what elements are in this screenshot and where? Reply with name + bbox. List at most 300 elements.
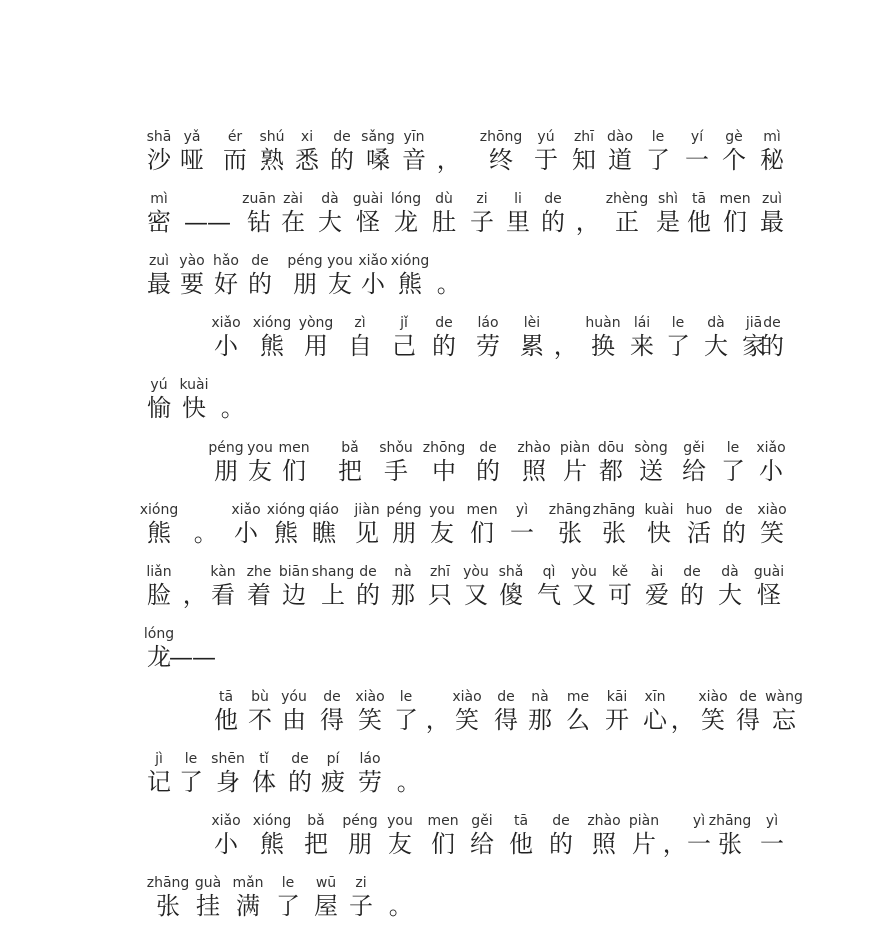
hanzi-character: 的 (432, 332, 456, 360)
hanzi-character: 熊 (398, 270, 422, 298)
hanzi-character: 开 (605, 706, 629, 734)
pinyin-syllable: zhāng (592, 502, 636, 518)
pinyin-syllable: kuài (179, 377, 209, 393)
text-line (148, 128, 788, 188)
hanzi-character: 快 (182, 394, 206, 422)
hanzi-character: 哑 (180, 146, 204, 174)
pinyin-syllable: tā (691, 191, 707, 207)
pinyin-syllable: liǎn (146, 564, 172, 580)
pinyin-syllable: zi (476, 191, 488, 207)
hanzi-character: 张 (718, 830, 742, 858)
pinyin-syllable: shǒu (379, 440, 413, 456)
hanzi-character: 都 (599, 457, 623, 485)
hanzi-character: 终 (489, 146, 513, 174)
hanzi-character: 们 (431, 830, 455, 858)
pinyin-syllable: you (327, 253, 353, 269)
pinyin-syllable: yí (690, 129, 704, 145)
pinyin-syllable: you (247, 440, 273, 456)
hanzi-character: 们 (282, 457, 306, 485)
hanzi-character: 心 (643, 706, 667, 734)
pinyin-syllable: le (399, 689, 413, 705)
pinyin-syllable: guà (194, 875, 222, 891)
hanzi-character: 了 (179, 768, 203, 796)
pinyin-syllable: shang (311, 564, 355, 580)
hanzi-character: 熊 (274, 519, 298, 547)
hanzi-character: 熊 (260, 830, 284, 858)
pinyin-syllable: kě (611, 564, 629, 580)
hanzi-character: 的 (356, 581, 380, 609)
pinyin-syllable: gěi (683, 440, 705, 456)
pinyin-syllable: yì (515, 502, 529, 518)
hanzi-character: 怪 (356, 208, 380, 236)
pinyin-syllable: zuì (761, 191, 783, 207)
hanzi-character: 朋 (348, 830, 372, 858)
pinyin-syllable: le (671, 315, 685, 331)
hanzi-character: 么 (566, 706, 590, 734)
hanzi-character: 小 (214, 830, 238, 858)
hanzi-character: 笑 (358, 706, 382, 734)
hanzi-character: 得 (494, 706, 518, 734)
pinyin-syllable: xiǎo (211, 315, 241, 331)
pinyin-syllable: de (544, 191, 562, 207)
pinyin-syllable: shǎ (498, 564, 524, 580)
pinyin-syllable: gěi (471, 813, 493, 829)
hanzi-character: 来 (630, 332, 654, 360)
hanzi-row (148, 190, 788, 250)
pinyin-syllable: ài (650, 564, 664, 580)
hanzi-character: 的 (680, 581, 704, 609)
pinyin-syllable: wū (315, 875, 337, 891)
hanzi-row (148, 376, 788, 436)
hanzi-character: 熟 (260, 146, 284, 174)
hanzi-character: 疲 (321, 768, 345, 796)
pinyin-syllable: guài (753, 564, 785, 580)
hanzi-character: 的 (541, 208, 565, 236)
hanzi-character: 正 (615, 208, 639, 236)
hanzi-character: 见 (355, 519, 379, 547)
pinyin-syllable: le (281, 875, 295, 891)
pinyin-syllable: you (429, 502, 455, 518)
punctuation-mark: ， (182, 581, 207, 609)
hanzi-character: 可 (608, 581, 632, 609)
hanzi-row (148, 563, 788, 623)
pinyin-syllable: jǐ (400, 315, 408, 331)
dash-punctuation: —— (184, 208, 230, 236)
hanzi-row (148, 812, 788, 872)
hanzi-character: 一 (687, 830, 711, 858)
hanzi-character: 龙 (394, 208, 418, 236)
hanzi-character: 照 (592, 830, 616, 858)
pinyin-syllable: hǎo (212, 253, 240, 269)
pinyin-syllable: tā (218, 689, 234, 705)
text-line (148, 439, 788, 499)
hanzi-character: 快 (647, 519, 671, 547)
hanzi-row (148, 874, 788, 934)
pinyin-syllable: zuān (242, 191, 276, 207)
hanzi-character: 友 (430, 519, 454, 547)
pinyin-syllable: bù (251, 689, 269, 705)
hanzi-character: 一 (685, 146, 709, 174)
hanzi-character: 个 (722, 146, 746, 174)
pinyin-syllable: kàn (210, 564, 236, 580)
pinyin-syllable: yú (150, 377, 168, 393)
pinyin-syllable: dà (321, 191, 339, 207)
text-line (148, 376, 788, 436)
hanzi-row (148, 688, 796, 748)
hanzi-character: 傻 (499, 581, 523, 609)
pinyin-syllable: de (479, 440, 497, 456)
pinyin-syllable: xióng (252, 813, 292, 829)
pinyin-syllable: mì (763, 129, 781, 145)
pinyin-syllable: piàn (559, 440, 591, 456)
text-line (139, 501, 788, 561)
hanzi-character: 秘 (760, 146, 784, 174)
hanzi-character: 片 (563, 457, 587, 485)
hanzi-character: 张 (602, 519, 626, 547)
hanzi-character: 龙 (147, 643, 171, 671)
hanzi-character: 中 (432, 457, 456, 485)
hanzi-character: 钻 (247, 208, 271, 236)
hanzi-row (148, 314, 788, 374)
hanzi-character: 小 (759, 457, 783, 485)
hanzi-character: 的 (760, 332, 784, 360)
pinyin-syllable: de (435, 315, 453, 331)
pinyin-syllable: shēn (211, 751, 245, 767)
pinyin-syllable: dù (435, 191, 453, 207)
hanzi-character: 把 (304, 830, 328, 858)
pinyin-syllable: zhōng (479, 129, 523, 145)
punctuation-mark: ， (575, 208, 600, 236)
pinyin-syllable: kuài (644, 502, 674, 518)
hanzi-character: 张 (156, 892, 180, 920)
pinyin-syllable: xiǎo (211, 813, 241, 829)
pinyin-syllable: zhào (517, 440, 551, 456)
hanzi-character: 挂 (196, 892, 220, 920)
hanzi-character: 一 (760, 830, 784, 858)
hanzi-row (148, 625, 788, 685)
hanzi-character: 气 (537, 581, 561, 609)
hanzi-character: 最 (147, 270, 171, 298)
hanzi-character: 又 (464, 581, 488, 609)
pinyin-syllable: men (719, 191, 751, 207)
hanzi-character: 边 (282, 581, 306, 609)
text-line (148, 874, 788, 934)
pinyin-syllable: piàn (628, 813, 660, 829)
hanzi-character: 记 (147, 768, 171, 796)
hanzi-character: 朋 (214, 457, 238, 485)
hanzi-character: 了 (666, 332, 690, 360)
pinyin-syllable: zài (283, 191, 303, 207)
pinyin-syllable: lèi (523, 315, 541, 331)
pinyin-syllable: sǎng (361, 129, 395, 145)
pinyin-syllable: de (739, 689, 757, 705)
pinyin-syllable: dà (721, 564, 739, 580)
punctuation-mark: 。 (436, 270, 461, 298)
punctuation-mark: ， (553, 332, 578, 360)
hanzi-character: 自 (348, 332, 372, 360)
hanzi-character: 笑 (760, 519, 784, 547)
pinyin-syllable: zhī (573, 129, 595, 145)
hanzi-row (148, 252, 788, 312)
pinyin-syllable: jì (155, 751, 163, 767)
pinyin-syllable: lóng (390, 191, 422, 207)
pinyin-syllable: de (323, 689, 341, 705)
pinyin-syllable: yào (179, 253, 205, 269)
hanzi-row (148, 439, 788, 499)
hanzi-character: 送 (639, 457, 663, 485)
pinyin-syllable: zhào (587, 813, 621, 829)
hanzi-character: 熊 (147, 519, 171, 547)
hanzi-character: 劳 (358, 768, 382, 796)
pinyin-syllable: de (291, 751, 309, 767)
hanzi-character: 不 (248, 706, 272, 734)
hanzi-row (148, 501, 788, 561)
punctuation-mark: ， (436, 146, 461, 174)
punctuation-mark: ， (670, 706, 695, 734)
pinyin-syllable: yóu (281, 689, 307, 705)
hanzi-character: 己 (392, 332, 416, 360)
hanzi-character: 把 (338, 457, 362, 485)
hanzi-character: 给 (682, 457, 706, 485)
pinyin-syllable: dà (707, 315, 725, 331)
pinyin-syllable: xi (300, 129, 314, 145)
pinyin-syllable: le (184, 751, 198, 767)
hanzi-character: 得 (736, 706, 760, 734)
hanzi-character: 了 (721, 457, 745, 485)
pinyin-syllable: péng (342, 813, 378, 829)
hanzi-character: 子 (470, 208, 494, 236)
pinyin-syllable: zhōng (422, 440, 466, 456)
hanzi-character: 的 (476, 457, 500, 485)
pinyin-syllable: huo (685, 502, 713, 518)
pinyin-syllable: shú (259, 129, 285, 145)
pinyin-syllable: kāi (606, 689, 628, 705)
pinyin-syllable: xīn (644, 689, 666, 705)
hanzi-character: 那 (391, 581, 415, 609)
hanzi-character: 的 (288, 768, 312, 796)
hanzi-character: 他 (509, 830, 533, 858)
pinyin-syllable: zhāng (708, 813, 752, 829)
hanzi-character: 累 (520, 332, 544, 360)
hanzi-character: 看 (211, 581, 235, 609)
hanzi-character: 照 (522, 457, 546, 485)
pinyin-syllable: you (387, 813, 413, 829)
hanzi-character: 密 (147, 208, 171, 236)
pinyin-syllable: pí (326, 751, 340, 767)
pinyin-syllable: yīn (403, 129, 425, 145)
hanzi-character: 大 (718, 581, 742, 609)
pinyin-syllable: xiào (355, 689, 385, 705)
pinyin-syllable: le (651, 129, 665, 145)
pinyin-syllable: zì (354, 315, 366, 331)
pinyin-syllable: xiǎo (358, 253, 388, 269)
pinyin-syllable: men (278, 440, 310, 456)
hanzi-character: 于 (534, 146, 558, 174)
hanzi-character: 最 (760, 208, 784, 236)
hanzi-character: 朋 (392, 519, 416, 547)
hanzi-character: 们 (723, 208, 747, 236)
punctuation-mark: 。 (396, 768, 421, 796)
pinyin-syllable: nà (394, 564, 412, 580)
hanzi-character: 活 (687, 519, 711, 547)
hanzi-character: 瞧 (312, 519, 336, 547)
hanzi-character: 道 (608, 146, 632, 174)
hanzi-character: 劳 (476, 332, 500, 360)
hanzi-character: 大 (318, 208, 342, 236)
pinyin-syllable: lái (633, 315, 651, 331)
hanzi-character: 熊 (260, 332, 284, 360)
hanzi-character: 满 (236, 892, 260, 920)
pinyin-syllable: zhèng (605, 191, 649, 207)
hanzi-character: 而 (223, 146, 247, 174)
pinyin-syllable: de (552, 813, 570, 829)
punctuation-mark: 。 (193, 519, 218, 547)
pinyin-syllable: guài (352, 191, 384, 207)
pinyin-syllable: yòu (571, 564, 597, 580)
hanzi-character: 沙 (147, 146, 171, 174)
pinyin-syllable: qiáo (309, 502, 339, 518)
hanzi-character: 友 (388, 830, 412, 858)
pinyin-syllable: bǎ (307, 813, 325, 829)
pinyin-syllable: xiǎo (756, 440, 786, 456)
pinyin-syllable: xiào (698, 689, 728, 705)
pinyin-syllable: shā (146, 129, 172, 145)
pinyin-syllable: xióng (139, 502, 179, 518)
pinyin-syllable: péng (386, 502, 422, 518)
pinyin-syllable: bǎ (341, 440, 359, 456)
hanzi-character: 用 (304, 332, 328, 360)
pinyin-syllable: de (497, 689, 515, 705)
punctuation-mark: ， (662, 830, 687, 858)
pinyin-syllable: men (427, 813, 459, 829)
pinyin-syllable: de (725, 502, 743, 518)
hanzi-character: 张 (558, 519, 582, 547)
hanzi-character: 着 (247, 581, 271, 609)
pinyin-syllable: láo (359, 751, 381, 767)
hanzi-character: 又 (572, 581, 596, 609)
text-line (148, 563, 788, 623)
text-line (148, 688, 803, 748)
hanzi-character: 上 (321, 581, 345, 609)
pinyin-syllable: shì (657, 191, 679, 207)
hanzi-character: 友 (328, 270, 352, 298)
hanzi-character: 在 (281, 208, 305, 236)
hanzi-character: 肚 (432, 208, 456, 236)
hanzi-character: 大 (704, 332, 728, 360)
pinyin-syllable: xiào (757, 502, 787, 518)
pinyin-syllable: lóng (143, 626, 175, 642)
dash-punctuation: —— (169, 643, 215, 671)
pinyin-syllable: xióng (252, 315, 292, 331)
hanzi-character: 小 (361, 270, 385, 298)
pinyin-syllable: xiǎo (231, 502, 261, 518)
hanzi-character: 一 (510, 519, 534, 547)
hanzi-character: 们 (470, 519, 494, 547)
punctuation-mark: 。 (388, 892, 413, 920)
hanzi-character: 忘 (772, 706, 796, 734)
hanzi-character: 体 (252, 768, 276, 796)
pinyin-syllable: wàng (765, 689, 803, 705)
pinyin-syllable: qì (542, 564, 556, 580)
hanzi-character: 的 (549, 830, 573, 858)
hanzi-character: 的 (248, 270, 272, 298)
hanzi-row (148, 750, 788, 810)
hanzi-character: 他 (214, 706, 238, 734)
pinyin-syllable: zi (355, 875, 367, 891)
pinyin-syllable: yì (692, 813, 706, 829)
pinyin-syllable: zuì (148, 253, 170, 269)
pinyin-syllable: yì (765, 813, 779, 829)
pinyin-syllable: sòng (634, 440, 668, 456)
hanzi-row (148, 128, 788, 188)
hanzi-character: 笑 (701, 706, 725, 734)
pinyin-syllable: mǎn (232, 875, 264, 891)
hanzi-character: 那 (528, 706, 552, 734)
pinyin-syllable: ér (227, 129, 243, 145)
pinyin-syllable: gè (725, 129, 743, 145)
pinyin-syllable: de (251, 253, 269, 269)
text-line (143, 625, 788, 685)
pinyin-syllable: yòng (298, 315, 334, 331)
text-line (148, 190, 788, 250)
hanzi-character: 手 (384, 457, 408, 485)
hanzi-character: 屋 (314, 892, 338, 920)
hanzi-character: 身 (216, 768, 240, 796)
text-line (148, 314, 788, 374)
hanzi-character: 家 (742, 332, 766, 360)
hanzi-character: 朋 (293, 270, 317, 298)
pinyin-syllable: huàn (585, 315, 621, 331)
pinyin-syllable: tā (513, 813, 529, 829)
hanzi-character: 友 (248, 457, 272, 485)
pinyin-syllable: zhāng (146, 875, 190, 891)
hanzi-character: 小 (214, 332, 238, 360)
pinyin-syllable: me (566, 689, 590, 705)
punctuation-mark: ， (425, 706, 450, 734)
pinyin-syllable: péng (208, 440, 244, 456)
pinyin-syllable: men (466, 502, 498, 518)
pinyin-syllable: biān (278, 564, 310, 580)
hanzi-character: 的 (722, 519, 746, 547)
pinyin-syllable: xióng (266, 502, 306, 518)
pinyin-syllable: li (514, 191, 522, 207)
pinyin-syllable: le (726, 440, 740, 456)
pinyin-syllable: xiào (452, 689, 482, 705)
hanzi-character: 由 (282, 706, 306, 734)
punctuation-mark: 。 (220, 394, 245, 422)
pinyin-syllable: dōu (597, 440, 625, 456)
pinyin-syllable: xióng (390, 253, 430, 269)
hanzi-character: 只 (428, 581, 452, 609)
hanzi-character: 愉 (147, 394, 171, 422)
pinyin-syllable: láo (477, 315, 499, 331)
hanzi-character: 换 (591, 332, 615, 360)
pinyin-syllable: zhe (246, 564, 272, 580)
hanzi-character: 他 (687, 208, 711, 236)
text-line (148, 750, 788, 810)
hanzi-character: 是 (656, 208, 680, 236)
hanzi-character: 里 (506, 208, 530, 236)
hanzi-character: 悉 (295, 146, 319, 174)
pinyin-syllable: de (763, 315, 781, 331)
pinyin-syllable: zhī (429, 564, 451, 580)
hanzi-character: 爱 (645, 581, 669, 609)
pinyin-syllable: péng (287, 253, 323, 269)
pinyin-syllable: de (683, 564, 701, 580)
hanzi-character: 得 (320, 706, 344, 734)
hanzi-character: 了 (276, 892, 300, 920)
pinyin-syllable: tǐ (259, 751, 269, 767)
